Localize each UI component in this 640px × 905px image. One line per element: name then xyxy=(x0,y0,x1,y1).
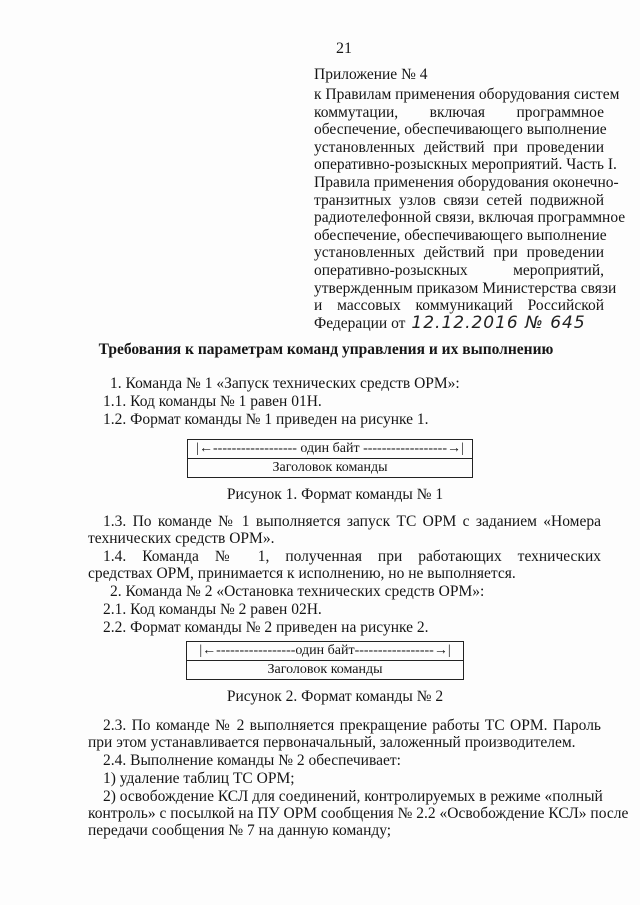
paragraph-2-1: 2.1. Код команды № 2 равен 02Н. xyxy=(103,601,322,618)
appendix-line: оперативно-розыскных мероприятий, xyxy=(314,261,604,279)
appendix-block xyxy=(314,86,626,333)
appendix-line: радиотелефонной связи, включая программное xyxy=(314,209,626,227)
section-heading: Требования к параметрам команд управления и их выполнению xyxy=(98,341,554,358)
paragraph-2-3-line-2: при этом устанавливается первоначальный, заложенный производителем. xyxy=(88,734,576,751)
appendix-line: Правила применения оборудования оконечно- xyxy=(314,173,619,191)
figure-1-box xyxy=(187,439,473,478)
appendix-line: коммутации, включая программное xyxy=(314,103,604,121)
page-number: 21 xyxy=(336,40,352,57)
appendix-line: транзитных узлов связи сетей подвижной xyxy=(314,191,604,209)
appendix-line: обеспечение, обеспечивающего выполнение xyxy=(314,121,607,139)
paragraph-1: 1. Команда № 1 «Запуск технических средств ОРМ»: xyxy=(110,375,460,392)
figure-2-box xyxy=(186,641,464,680)
figure-2-caption: Рисунок 2. Формат команды № 2 xyxy=(226,688,444,705)
appendix-date-label: Федерации от xyxy=(314,314,406,332)
list-item-2-line-3: передачи сообщения № 7 на данную команду; xyxy=(88,822,392,839)
appendix-line: обеспечение, обеспечивающего выполнение xyxy=(314,226,607,244)
paragraph-1-4-line-2: средствах ОРМ, принимается к исполнению, но не выполняется. xyxy=(88,565,516,582)
list-item-1: 1) удаление таблиц ТС ОРМ; xyxy=(103,770,295,787)
appendix-title: Приложение № 4 xyxy=(314,66,428,83)
appendix-line: установленных действий при проведении xyxy=(314,244,604,262)
paragraph-1-3-line-1: 1.3. По команде № 1 выполняется запуск ТС ОРМ с заданием «Номера xyxy=(103,513,601,530)
figure-1-caption: Рисунок 1. Формат команды № 1 xyxy=(226,486,444,503)
paragraph-2-3-line-1: 2.3. По команде № 2 выполняется прекращение работы ТС ОРМ. Пароль xyxy=(103,717,601,734)
figure-1-header-cell: Заголовок команды xyxy=(272,460,388,475)
figure-1-byte-label: |←------------------ один байт ------------------→| xyxy=(196,441,464,456)
appendix-last-line xyxy=(314,312,604,333)
figure-2-byte-label: |←-----------------один байт-----------------→| xyxy=(199,643,451,658)
appendix-line: установленных действий при проведении xyxy=(314,138,604,156)
paragraph-1-4-line-1: 1.4. Команда № 1, полученная при работающих технических xyxy=(103,548,601,565)
figure-2-header-cell: Заголовок команды xyxy=(267,662,383,677)
appendix-line: к Правилам применения оборудования систем xyxy=(314,86,620,103)
paragraph-2-4: 2.4. Выполнение команды № 2 обеспечивает: xyxy=(103,752,401,769)
paragraph-2: 2. Команда № 2 «Остановка технических средств ОРМ»: xyxy=(110,583,485,600)
paragraph-1-3-line-2: технических средств ОРМ». xyxy=(88,530,275,547)
paragraph-1-2: 1.2. Формат команды № 1 приведен на рисунке 1. xyxy=(103,411,429,428)
list-item-2-line-1: 2) освобождение КСЛ для соединений, контролируемых в режиме «полный xyxy=(103,788,603,805)
appendix-line: оперативно-розыскных мероприятий. Часть I. xyxy=(314,156,617,174)
appendix-line: и массовых коммуникаций Российской xyxy=(314,297,604,315)
figure-2-byte-row xyxy=(187,642,463,661)
paragraph-2-2: 2.2. Формат команды № 2 приведен на рисунке 2. xyxy=(103,619,429,636)
handwritten-date: 12.12.2016 № 645 xyxy=(411,312,586,333)
figure-1-byte-row xyxy=(188,440,472,459)
paragraph-1-1: 1.1. Код команды № 1 равен 01Н. xyxy=(103,393,322,410)
list-item-2-line-2: контроль» с посылкой на ПУ ОРМ сообщения № 2.2 «Освобождение КСЛ» после xyxy=(88,805,629,822)
appendix-line: утвержденным приказом Министерства связи xyxy=(314,279,617,297)
